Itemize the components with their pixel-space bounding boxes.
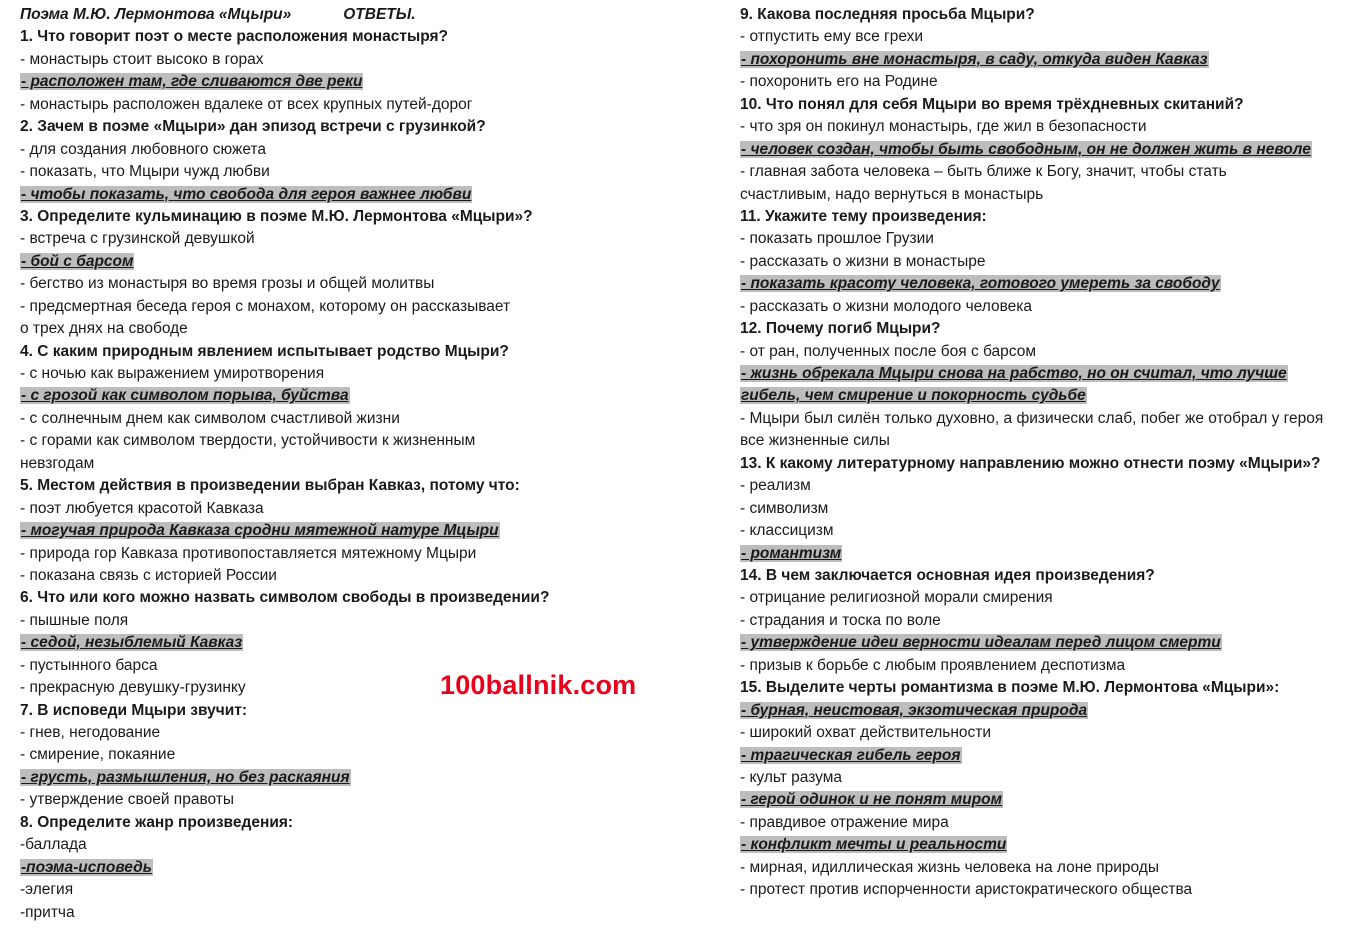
answer-option: - для создания любовного сюжета [20,140,267,158]
answer-option: -элегия [20,881,74,899]
answer-option: - классицизм [740,522,834,540]
left-column [20,4,720,924]
answer-option: - широкий охват действительности [740,724,992,742]
answer-option: - пышные поля [20,611,129,629]
answer-option: - прекрасную девушку-грузинку [20,679,246,697]
answer-option: - бегство из монастыря во время грозы и общей молитвы [20,275,435,293]
question-7: 7. В исповеди Мцыри звучит: [20,701,248,719]
question-15: 15. Выделите черты романтизма в поэме М.Ю. Лермонтова «Мцыри»: [740,679,1280,697]
answer-option: - культ разума [740,768,842,786]
answer-option: - пустынного барса [20,656,158,674]
answer-option: - мирная, идиллическая жизнь человека на лоне природы [740,858,1159,876]
question-4: 4. С каким природным явлением испытывает родство Мцыри? [20,342,509,360]
correct-answer: - трагическая гибель героя [741,746,961,764]
correct-answer: - человек создан, чтобы быть свободным, он не должен жить в неволе [741,140,1311,158]
answer-option: - показать прошлое Грузии [740,230,934,248]
question-11: 11. Укажите тему произведения: [740,207,987,225]
answers-label: ОТВЕТЫ. [343,6,416,23]
answer-option: - Мцыри был силён только духовно, а физически слаб, побег же отобрал у героя все жизненные силы [740,409,1324,450]
answer-option: - что зря он покинул монастырь, где жил в безопасности [740,118,1147,136]
correct-answer: - утверждение идеи верности идеалам перед лицом смерти [741,634,1221,652]
answer-option: - символизм [740,499,829,517]
answer-option: - утверждение своей правоты [20,791,235,809]
question-14: 14. В чем заключается основная идея произведения? [740,567,1155,585]
question-1: 1. Что говорит поэт о месте расположения монастыря? [20,28,449,46]
answer-option: - с солнечным днем как символом счастливой жизни [20,409,400,427]
answer-option: - похоронить его на Родине [740,73,938,91]
answer-option: -баллада [20,836,87,854]
answer-option: - предсмертная беседа героя с монахом, которому он рассказывает [20,297,511,315]
answer-option: - отрицание религиозной морали смирения [740,589,1053,607]
correct-answer: - бой с барсом [21,252,134,270]
correct-answer: - герой одинок и не понят миром [741,791,1003,809]
answer-option: - рассказать о жизни молодого человека [740,297,1033,315]
question-9: 9. Какова последняя просьба Мцыри? [740,6,1035,23]
correct-answer: - конфликт мечты и реальности [741,836,1007,854]
answer-option: - протест против испорченности аристократического общества [740,881,1193,899]
answer-option: - встреча с грузинской девушкой [20,230,255,248]
answer-option: - природа гор Кавказа противопоставляется мятежному Мцыри [20,544,477,562]
correct-answer: - могучая природа Кавказа сродни мятежной натуре Мцыри [21,522,499,540]
answer-option: - показана связь с историей России [20,566,277,584]
correct-answer: - с грозой как символом порыва, буйства [21,387,349,405]
answer-option-continuation: о трех днях на свободе [20,320,188,338]
answer-option: - от ран, полученных после боя с барсом [740,342,1036,360]
answer-option: - с горами как символом твердости, устойчивости к жизненным [20,432,476,450]
question-2: 2. Зачем в поэме «Мцыри» дан эпизод встречи с грузинкой? [20,118,486,136]
correct-answer: - похоронить вне монастыря, в саду, откуда виден Кавказ [741,50,1208,68]
document-header [20,4,720,26]
correct-answer: - романтизм [741,544,842,562]
correct-answer: - жизнь обрекала Мцыри снова на рабство, но он считал, что лучше гибель, чем смирение и покорность судьбе [741,365,1287,405]
question-10: 10. Что понял для себя Мцыри во время трёхдневных скитаний? [740,95,1244,113]
answer-option: - страдания и тоска по воле [740,611,941,629]
answer-option: - главная забота человека – быть ближе к Богу, значит, чтобы стать счастливым, надо вернуться в монастырь [740,163,1227,203]
question-13: 13. К какому литературному направлению можно отнести поэму «Мцыри»? [740,454,1321,472]
right-column [740,4,1352,902]
correct-answer: - расположен там, где сливаются две реки [21,73,363,91]
correct-answer: - чтобы показать, что свобода для героя важнее любви [21,185,472,203]
answer-option: - реализм [740,477,811,495]
answer-option: -притча [20,903,75,921]
site-watermark: 100ballnik.com [440,670,637,700]
answer-option: - отпустить ему все грехи [740,28,924,46]
answer-option: - смирение, покаяние [20,746,176,764]
answer-option: - поэт любуется красотой Кавказа [20,499,264,517]
answer-option: - рассказать о жизни в монастыре [740,252,986,270]
question-5: 5. Местом действия в произведении выбран Кавказ, потому что: [20,477,520,495]
answer-option: - показать, что Мцыри чужд любви [20,163,270,181]
answer-option: - с ночью как выражением умиротворения [20,365,325,382]
document-title: Поэма М.Ю. Лермонтова «Мцыри» [20,6,292,23]
answer-option: - призыв к борьбе с любым проявлением деспотизма [740,656,1126,674]
correct-answer: - седой, незыблемый Кавказ [21,634,243,652]
question-8: 8. Определите жанр произведения: [20,813,294,831]
question-6: 6. Что или кого можно назвать символом свободы в произведении? [20,589,550,607]
answer-option: - монастырь стоит высоко в горах [20,50,264,68]
correct-answer: - показать красоту человека, готового умереть за свободу [741,275,1220,293]
correct-answer: - грусть, размышления, но без раскаяния [21,768,350,786]
correct-answer: -поэма-исповедь [21,858,152,876]
correct-answer: - бурная, неистовая, экзотическая природа [741,701,1088,719]
answer-option: - правдивое отражение мира [740,813,949,831]
answer-option-continuation: невзгодам [20,454,95,472]
answer-option: - гнев, негодование [20,724,161,741]
question-12: 12. Почему погиб Мцыри? [740,320,941,338]
answer-option: - монастырь расположен вдалеке от всех крупных путей-дорог [20,95,473,113]
question-3: 3. Определите кульминацию в поэме М.Ю. Лермонтова «Мцыри»? [20,207,533,225]
